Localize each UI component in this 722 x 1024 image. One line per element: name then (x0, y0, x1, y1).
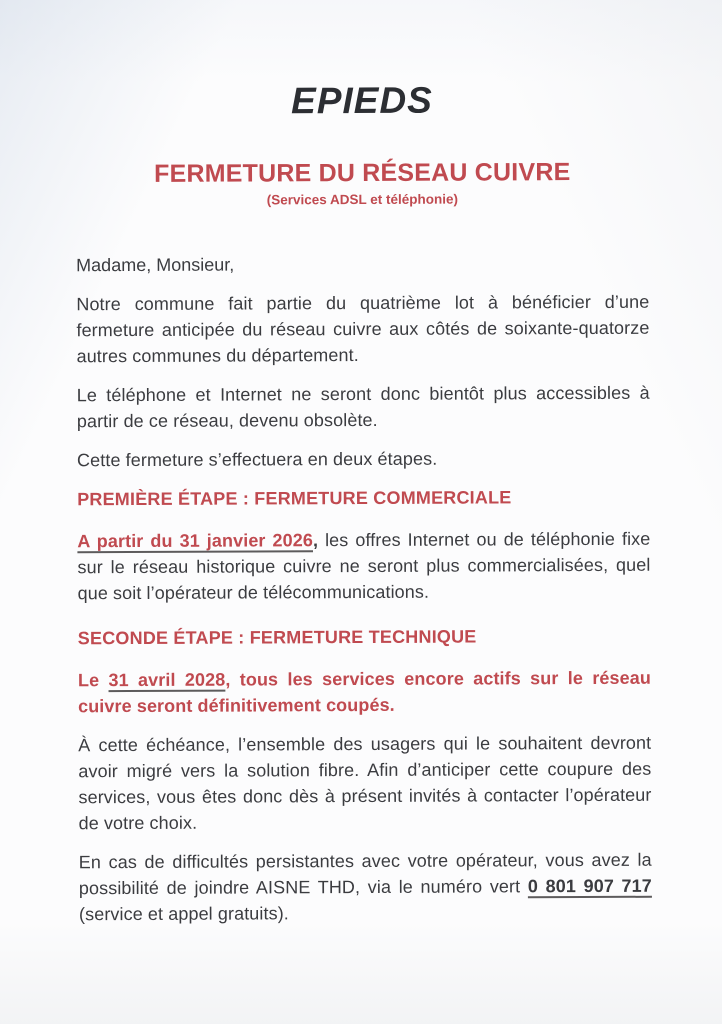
paragraph-two-steps: Cette fermeture s’effectuera en deux étapes. (76, 448, 438, 471)
step1-comma: , (312, 530, 319, 551)
step1-date: A partir du 31 janvier 2026 (77, 530, 313, 552)
contact-prefix: En cas de difficultés persistantes avec votre opérateur, vous avez la possibilité de joindre AISNE THD, via le numéro vert (78, 849, 652, 899)
letter-content (75, 0, 652, 927)
paragraph-echeance: À cette échéance, l’ensemble des usagers qui le souhaitent devront avoir migré vers la solution fibre. Afin d’anticiper cette coupure des services, vous êtes donc dès à présent invités à contacter l’opérateur de votre choix. (78, 732, 652, 834)
step2-prefix: Le (77, 670, 109, 691)
commune-title: EPIEDS (290, 79, 433, 122)
step2-rest: , tous les services encore actifs sur le réseau cuivre seront définitivement coupés. (78, 667, 652, 717)
step2-date: 31 avril 2028 (108, 669, 226, 691)
paragraph-intro: Notre commune fait partie du quatrième lot à bénéficier d’une fermeture anticipée du réseau cuivre aux côtés de soixante-quatorze autres communes du département. (76, 291, 650, 367)
step2-heading: SECONDE ÉTAPE : FERMETURE TECHNIQUE (77, 626, 477, 649)
step1-rest: les offres Internet ou de téléphonie fixe sur le réseau historique cuivre ne seront plus commercialisées, quel que soit l’opérateur de télécommunications. (77, 528, 651, 604)
salutation: Madame, Monsieur, (76, 254, 235, 276)
phone-number: 0 801 907 717 (527, 875, 652, 897)
contact-suffix: (service et appel gratuits). (78, 903, 289, 925)
sub-heading: (Services ADSL et téléphonie) (266, 191, 459, 208)
main-heading: FERMETURE DU RÉSEAU CUIVRE (154, 158, 571, 188)
paragraph-phone-internet: Le téléphone et Internet ne seront donc bientôt plus accessibles à partir de ce réseau, devenu obsolète. (76, 382, 650, 432)
paragraph-step1 (77, 526, 650, 606)
paragraph-contact (79, 847, 652, 927)
step1-heading: PREMIÈRE ÉTAPE : FERMETURE COMMERCIALE (77, 487, 512, 510)
paragraph-step2 (78, 665, 651, 719)
